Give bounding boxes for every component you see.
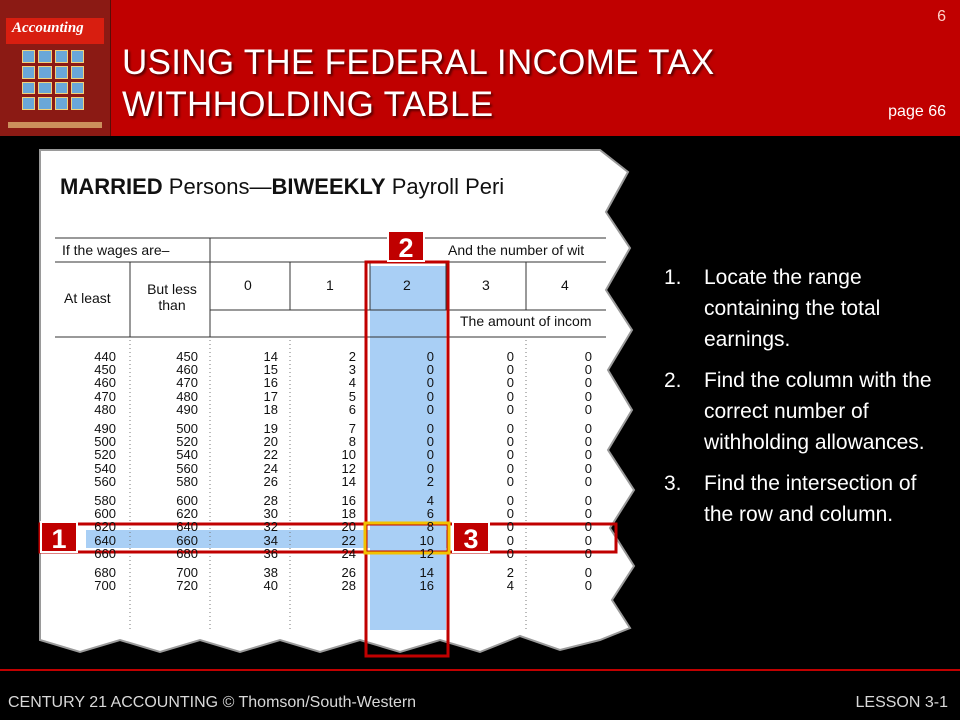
table-cell: 0 [506,493,514,508]
table-cell: 34 [263,532,278,548]
table-cell: 16 [341,493,356,508]
table-cell: 17 [263,388,278,404]
step-marker-3: 3 [452,521,490,553]
wages-header: If the wages are– [62,242,170,258]
table-cell: 520 [176,434,198,450]
table-cell: 0 [584,578,592,594]
table-cell: 8 [348,434,356,450]
table-cell: 0 [584,545,592,561]
table-cell: 0 [426,362,434,378]
table-cell: 0 [426,375,434,391]
table-cell: 0 [506,447,514,463]
table-cell: 16 [419,578,434,594]
table-cell: 2 [426,473,434,489]
table-cell: 0 [506,349,514,364]
footer-copyright: CENTURY 21 ACCOUNTING © Thomson/South-Western [8,694,417,711]
amount-header: The amount of incom [460,313,592,329]
table-cell: 0 [506,401,514,417]
step-marker-2: 2 [387,230,425,262]
table-cell: 490 [176,401,198,417]
table-cell: 480 [94,401,116,417]
instruction-item: 2. Find the column with the correct number of withholding allowances. [664,369,932,454]
table-cell: 30 [263,506,278,522]
table-cell: 680 [94,565,116,580]
footer-divider [0,669,960,671]
table-cell: 0 [426,421,434,436]
table-cell: 0 [506,421,514,436]
table-cell: 0 [584,388,592,404]
table-cell: 680 [176,545,198,561]
table-cell: 580 [176,473,198,489]
table-cell: 14 [341,473,356,489]
table-cell: 0 [426,401,434,417]
table-cell: 470 [176,375,198,391]
table-cell: 0 [426,447,434,463]
table-cell: 7 [348,421,356,436]
table-cell: 440 [94,349,116,364]
table-cell: 620 [94,519,116,535]
table-cell: 0 [584,401,592,417]
table-cell: 5 [348,388,356,404]
instruction-item: 3. Find the intersection of the row and column. [664,472,917,526]
footer-lesson: LESSON 3-1 [855,694,948,711]
table-cell: 640 [176,519,198,535]
table-cell: 0 [584,434,592,450]
table-cell: 0 [506,545,514,561]
table-cell: 38 [263,565,278,580]
table-cell: 490 [94,421,116,436]
at-least-header: At least [64,290,111,306]
table-cell: 4 [506,578,514,594]
table-cell: 20 [263,434,278,450]
table-cell: 14 [263,349,278,364]
table-cell: 0 [584,447,592,463]
table-cell: 460 [176,362,198,378]
table-cell: 0 [506,362,514,378]
table-cell: 20 [341,519,356,535]
table-cell: 460 [94,375,116,391]
table-cell: 4 [426,493,434,508]
but-less-header: But less than [147,281,197,313]
table-cell: 0 [584,349,592,364]
table-cell: 660 [176,532,198,548]
table-cell: 16 [263,375,278,391]
table-cell: 18 [341,506,356,522]
table-cell: 560 [176,460,198,476]
table-cell: 12 [341,460,356,476]
table-cell: 600 [176,493,198,508]
table-cell: 28 [263,493,278,508]
table-cell: 450 [176,349,198,364]
table-cell: 8 [426,519,434,535]
table-cell: 0 [506,460,514,476]
table-cell: 22 [263,447,278,463]
table-cell: 0 [426,434,434,450]
allowance-col-1: 1 [326,277,334,293]
table-cell: 520 [94,447,116,463]
table-cell: 0 [506,473,514,489]
table-cell: 540 [94,460,116,476]
page-reference: page 66 [888,103,946,120]
table-cell: 0 [426,388,434,404]
table-cell: 18 [263,401,278,417]
table-cell: 3 [348,362,356,378]
table-cell: 540 [176,447,198,463]
number-header: And the number of wit [448,242,585,258]
table-cell: 0 [506,506,514,522]
step-marker-1: 1 [40,521,78,553]
table-cell: 6 [426,506,434,522]
cover-title: Accounting [12,20,84,36]
table-cell: 19 [263,421,278,436]
slide-title: USING THE FEDERAL INCOME TAX WITHHOLDING TABLE [122,43,715,124]
allowance-col-3: 3 [482,277,490,293]
table-cell: 0 [506,388,514,404]
table-cell: 560 [94,473,116,489]
table-cell: 620 [176,506,198,522]
table-cell: 0 [584,473,592,489]
table-cell: 450 [94,362,116,378]
table-cell: 0 [506,519,514,535]
table-cell: 0 [426,460,434,476]
table-heading: MARRIED Persons—BIWEEKLY Payroll Peri [60,174,505,199]
table-cell: 660 [94,545,116,561]
table-cell: 580 [94,493,116,508]
table-cell: 0 [584,532,592,548]
table-cell: 0 [584,362,592,378]
table-cell: 36 [263,545,278,561]
table-cell: 32 [263,519,278,535]
table-cell: 15 [263,362,278,378]
table-cell: 0 [426,349,434,364]
allowance-col-0: 0 [244,277,252,293]
table-cell: 0 [584,421,592,436]
table-cell: 700 [94,578,116,594]
table-cell: 4 [348,375,356,391]
slide-number: 6 [937,8,946,25]
table-cell: 700 [176,565,198,580]
table-cell: 0 [584,519,592,535]
table-cell: 600 [94,506,116,522]
table-cell: 0 [584,506,592,522]
table-cell: 2 [506,565,514,580]
table-cell: 470 [94,388,116,404]
table-cell: 0 [584,375,592,391]
table-cell: 26 [263,473,278,489]
table-cell: 0 [584,493,592,508]
table-cell: 10 [341,447,356,463]
table-cell: 24 [341,545,356,561]
table-cell: 0 [506,532,514,548]
table-cell: 14 [419,565,434,580]
table-cell: 640 [94,532,116,548]
table-cell: 26 [341,565,356,580]
table-cell: 0 [584,460,592,476]
table-cell: 480 [176,388,198,404]
instruction-item: 1. Locate the range containing the total earnings. [664,266,881,351]
table-cell: 6 [348,401,356,417]
table-cell: 500 [94,434,116,450]
table-cell: 500 [176,421,198,436]
allowance-col-2: 2 [403,277,411,293]
table-cell: 720 [176,578,198,594]
table-cell: 10 [419,532,434,548]
table-cell: 40 [263,578,278,594]
instruction-list [664,262,936,540]
table-cell: 0 [584,565,592,580]
table-cell: 0 [506,434,514,450]
table-cell: 28 [341,578,356,594]
table-cell: 0 [506,375,514,391]
table-cell: 2 [348,349,356,364]
table-cell: 24 [263,460,278,476]
table-cell: 12 [419,545,434,561]
table-cell: 22 [341,532,356,548]
allowance-col-4: 4 [561,277,569,293]
